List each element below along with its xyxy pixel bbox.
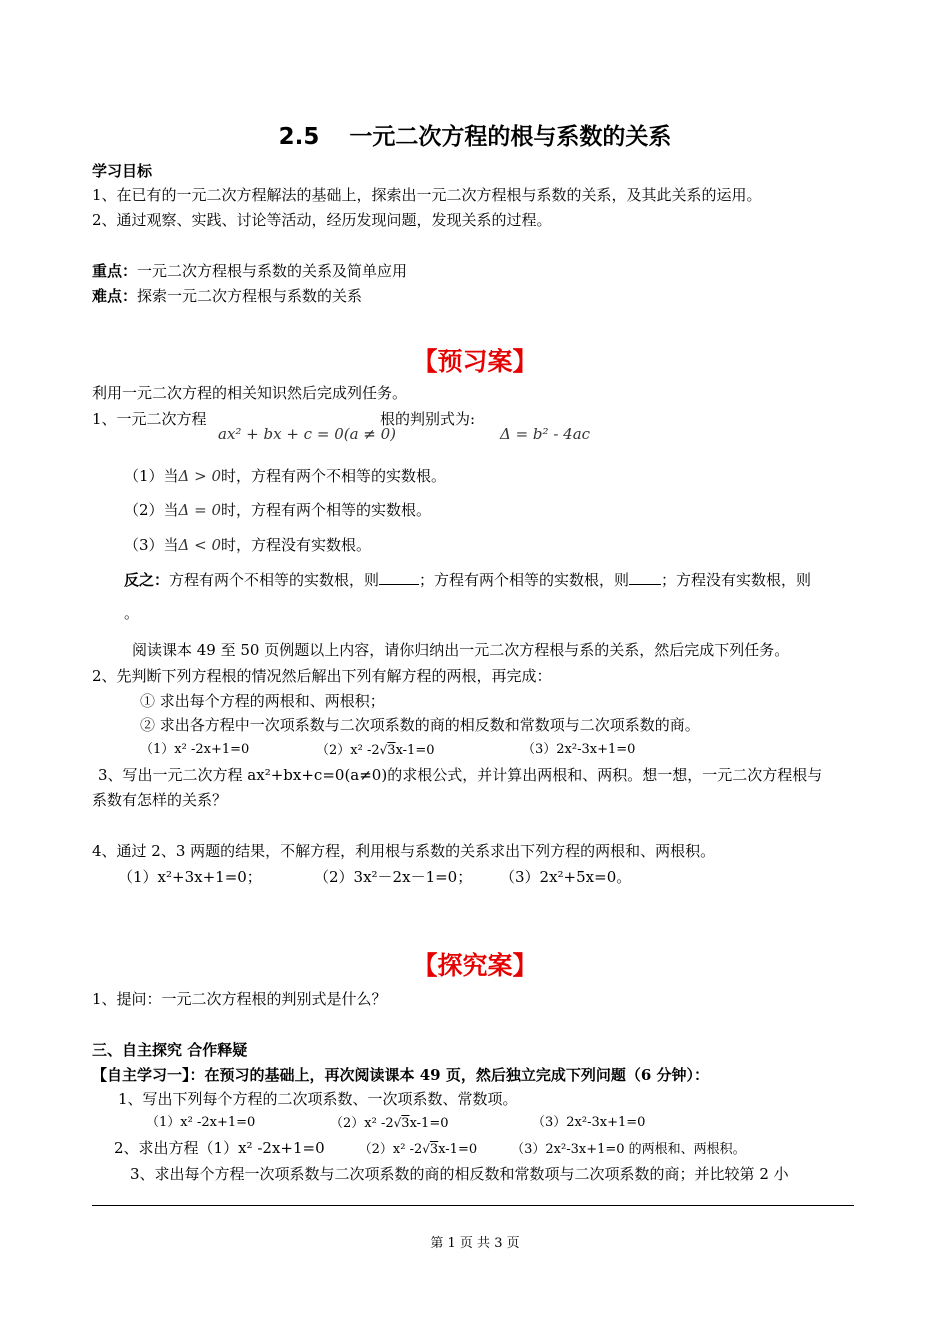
key-point-text: 一元二次方程根与系数的关系及简单应用 [137, 262, 408, 280]
q1-discriminant: Δ = b² - 4ac [500, 425, 591, 443]
q2-eq2: （2）x² -2√3x-1=0 [316, 743, 435, 758]
converse-label: 反之： [124, 571, 170, 589]
preview-q4: 4、通过 2、3 两题的结果，不解方程，利用根与系数的关系求出下列方程的两根和、两根积。 [92, 842, 716, 860]
q4-eq3: （3）2x²+5x=0。 [500, 868, 632, 886]
explore-s1: 1、写出下列每个方程的二次项系数、一次项系数、常数项。 [118, 1090, 518, 1108]
case-2-cond: Δ = 0 [178, 501, 222, 519]
key-point [92, 261, 407, 281]
page-title [0, 118, 950, 151]
explore-q1: 1、提问：一元二次方程根的判别式是什么？ [92, 990, 387, 1008]
case-3: （3）当Δ < 0时，方程没有实数根。 [124, 536, 372, 554]
preview-q1-text: 1、一元二次方程 [92, 410, 207, 428]
q2-item-1: ① 求出每个方程的两根和、两根积； [140, 692, 385, 710]
q2-eq3: （3）2x²-3x+1=0 [522, 742, 636, 757]
reading-instruction: 阅读课本 49 至 50 页例题以上内容，请你归纳出一元二次方程根与系的关系，然后完成下列任务。 [132, 641, 790, 659]
converse-line: 反之：方程有两个不相等的实数根，则 ；方程有两个相等的实数根，则 ；方程没有实数根，则 [124, 571, 812, 589]
explore-s3: 3、求出每个方程一次项系数与二次项系数的商的相反数和常数项与二次项系数的商；并比较第 2 小 [130, 1165, 789, 1183]
blank-2[interactable] [629, 570, 661, 585]
objectives-heading: 学习目标 [92, 162, 153, 180]
q2-eq1: （1）x² -2x+1=0 [140, 742, 250, 757]
s1-eq3: （3）2x²-3x+1=0 [532, 1115, 646, 1130]
q4-eq2: （2）3x²－2x－1=0； [314, 868, 473, 886]
case-3-cond: Δ < 0 [178, 536, 222, 554]
title-number: 2.5 [278, 124, 320, 150]
preview-heading: 【预习案】 [412, 347, 538, 376]
title-text: 一元二次方程的根与系数的关系 [349, 124, 672, 150]
explore-heading: 【探究案】 [412, 951, 538, 980]
case-1-cond: Δ > 0 [178, 467, 222, 485]
difficulty-label: 难点： [92, 287, 138, 305]
explore-s2: 2、求出方程（1）x² -2x+1=0 （2）x² -2√3x-1=0 （3）2x²-3x+1=0 的两根和、两根积。 [114, 1139, 746, 1157]
s1-eq1: （1）x² -2x+1=0 [146, 1115, 256, 1130]
q1-equation: ax² + bx + c = 0(a ≠ 0) [218, 425, 397, 443]
s1-eq2: （2）x² -2√3x-1=0 [330, 1116, 449, 1131]
difficulty-text: 探索一元二次方程根与系数的关系 [137, 287, 363, 305]
self-study-heading: 【自主学习一】：在预习的基础上，再次阅读课本 49 页，然后独立完成下列问题（6 分钟）： [92, 1066, 709, 1084]
blank-1[interactable] [379, 570, 419, 585]
objective-1: 1、在已有的一元二次方程解法的基础上，探索出一元二次方程根与系数的关系，及其此关系的运用。 [92, 186, 762, 204]
key-point-label: 重点： [92, 262, 138, 280]
preview-q3-line2: 系数有怎样的关系？ [92, 791, 228, 809]
difficulty [92, 286, 362, 306]
case-2: （2）当Δ = 0时，方程有两个相等的实数根。 [124, 501, 432, 519]
q2-item-2: ② 求出各方程中一次项系数与二次项系数的商的相反数和常数项与二次项系数的商。 [140, 716, 700, 734]
preview-q3-line1: 3、写出一元二次方程 ax²+bx+c=0(a≠0)的求根公式，并计算出两根和、两积。想一想，一元二次方程根与 [98, 766, 823, 784]
section-3-heading: 三、自主探究 合作释疑 [92, 1041, 248, 1059]
preview-q2: 2、先判断下列方程根的情况然后解出下列有解方程的两根，再完成： [92, 667, 552, 685]
case-1: （1）当Δ > 0时，方程有两个不相等的实数根。 [124, 467, 447, 485]
q1-mid: 根的判别式为: [380, 410, 476, 428]
preview-intro: 利用一元二次方程的相关知识然后完成列任务。 [92, 384, 408, 402]
objective-2: 2、通过观察、实践、讨论等活动，经历发现问题，发现关系的过程。 [92, 211, 552, 229]
page-footer: 第 1 页 共 3 页 [430, 1236, 520, 1251]
converse-end: 。 [124, 604, 140, 622]
q4-eq1: （1）x²+3x+1=0； [118, 868, 262, 886]
footer-divider [92, 1205, 854, 1206]
